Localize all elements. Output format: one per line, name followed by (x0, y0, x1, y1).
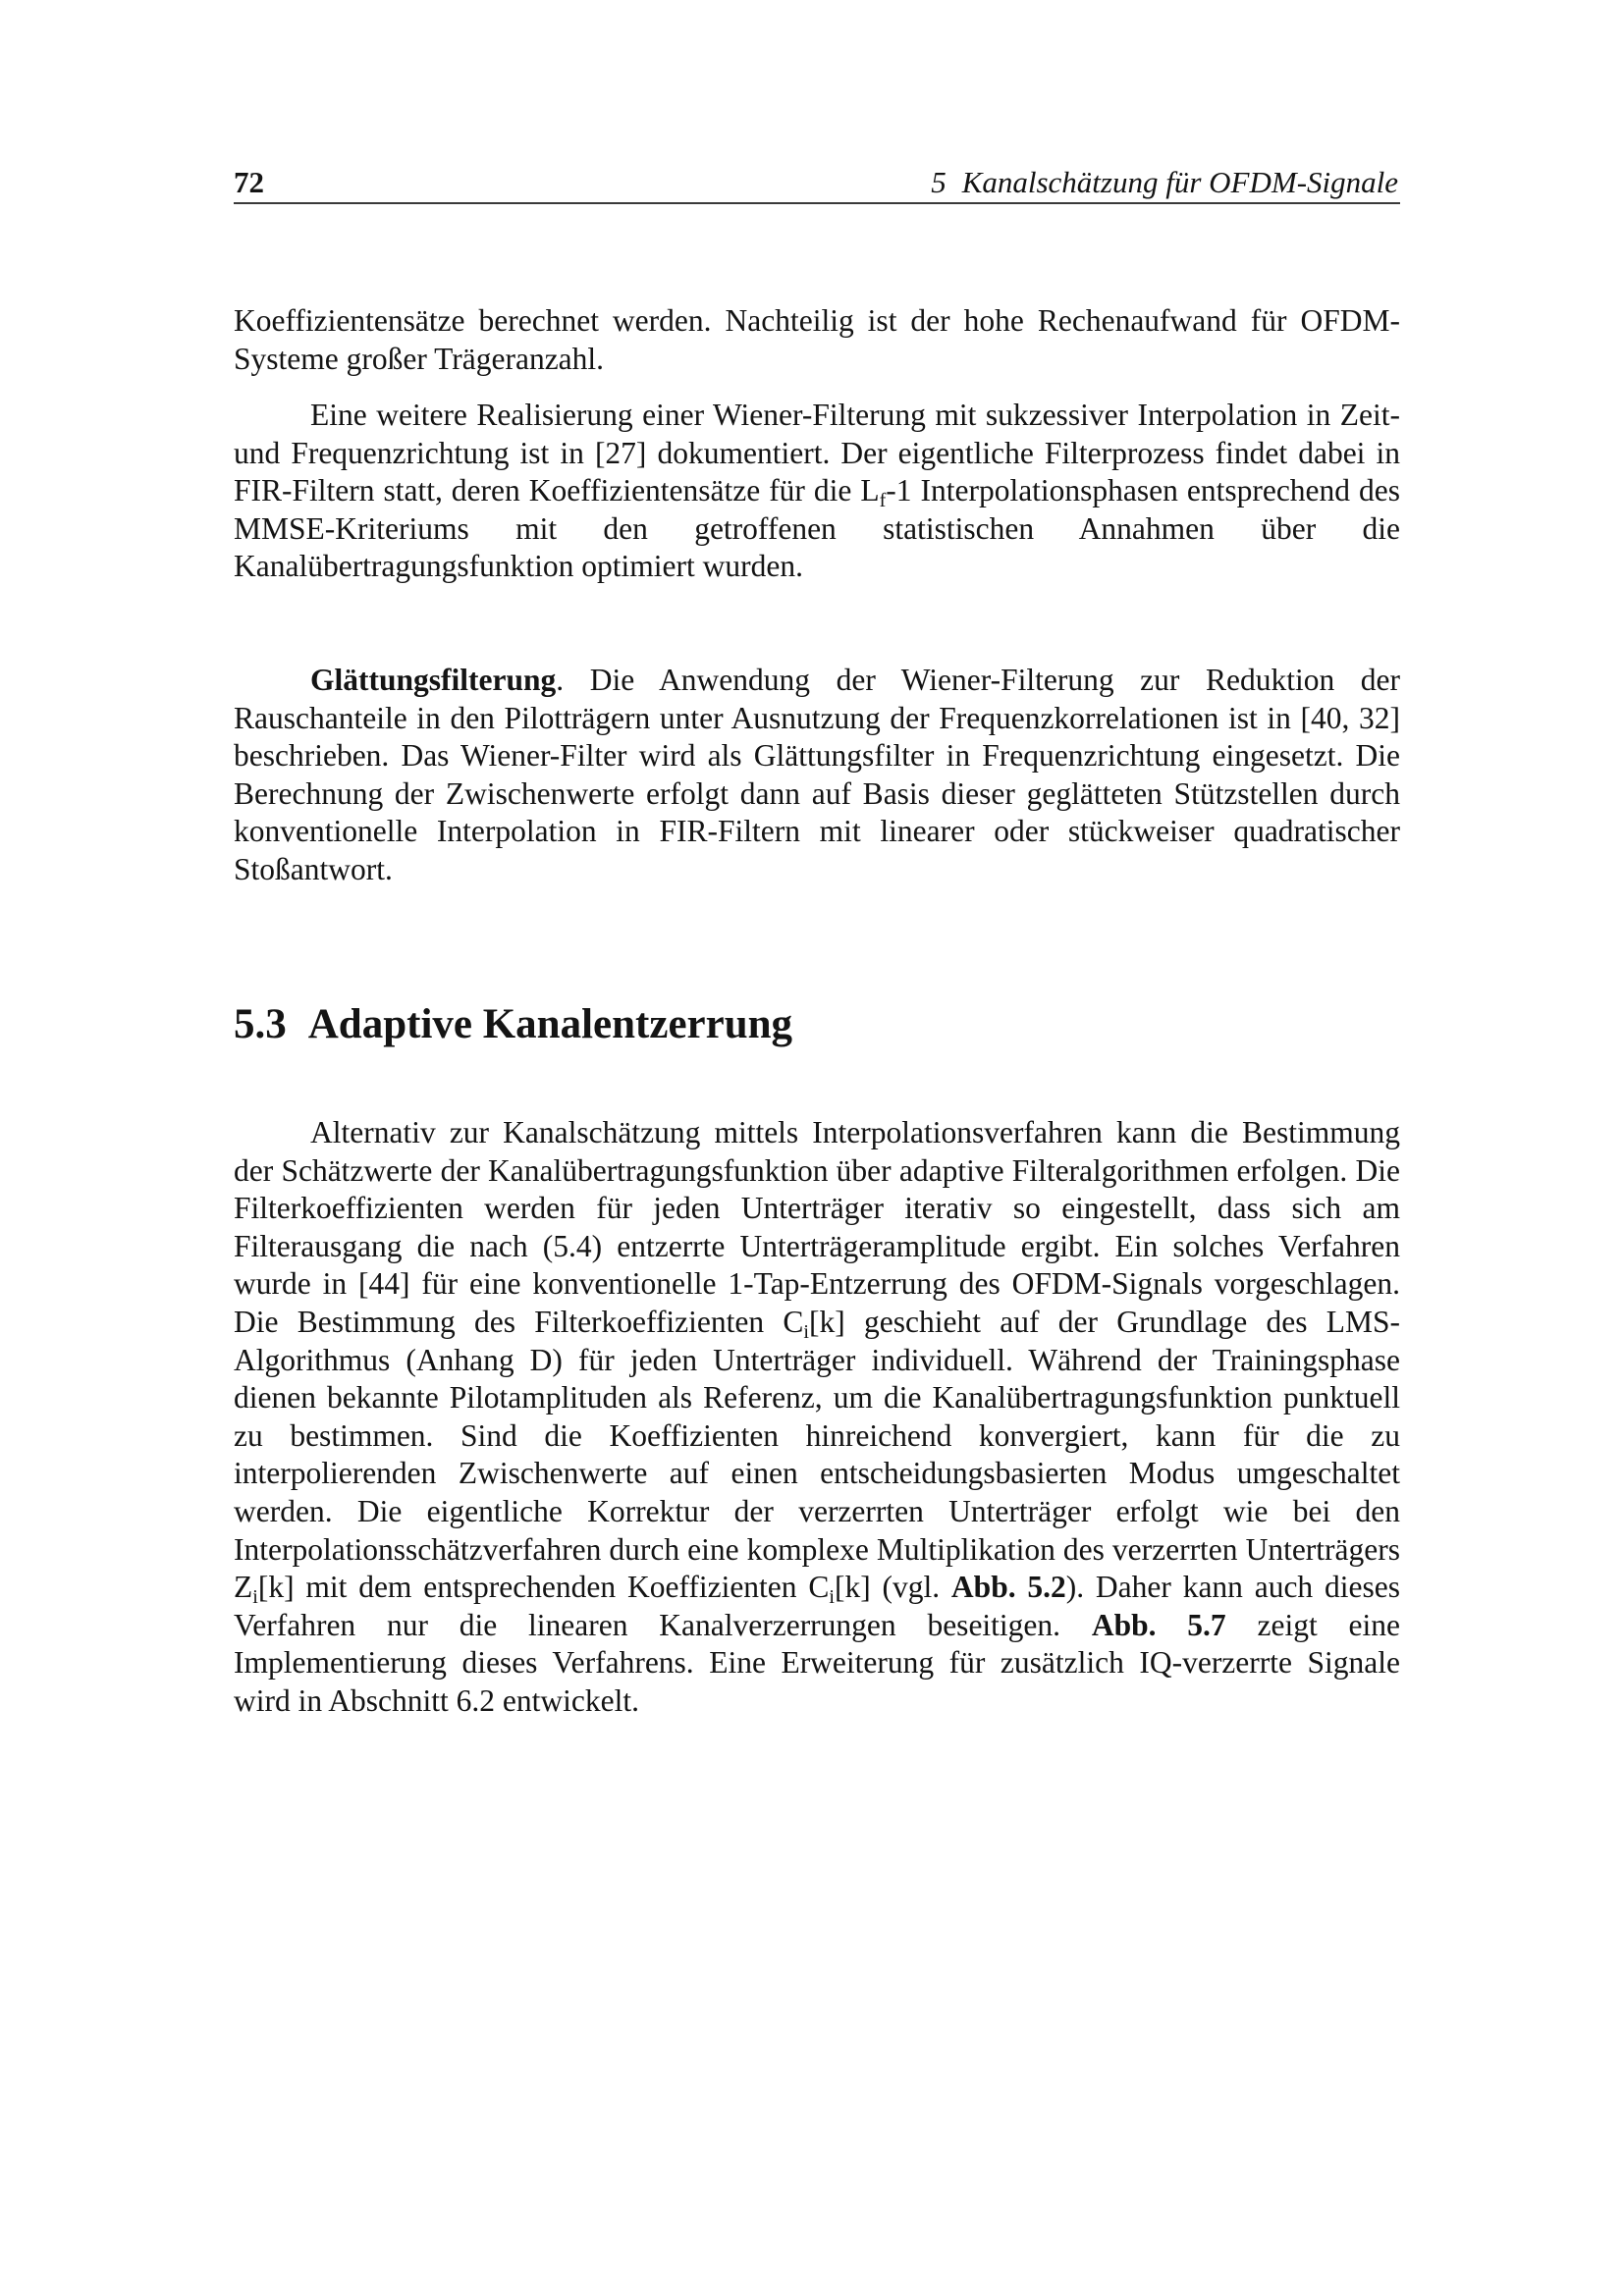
paragraph-smoothing-filter (234, 662, 1400, 889)
section-title: Adaptive Kanalentzerrung (307, 1001, 793, 1047)
paragraph-wiener-interpolation (234, 397, 1400, 586)
paragraph-text: Eine weitere Realisierung einer Wiener-Filterung mit sukzessiver Interpolation in Zeit- und Frequenzrichtung ist in [27] dokumentiert. Der eigentliche Filterprozess findet dabei in FIR-Filtern statt, deren Koeffizientensätze für die L (234, 398, 1400, 508)
chapter-number: 5 (931, 165, 947, 199)
page-number: 72 (234, 165, 264, 199)
subscript-i: i (803, 1321, 810, 1344)
paragraph-text: ). Daher kann auch dieses Verfahren nur die linearen Kanalverzerrungen beseitigen. (234, 1570, 1400, 1642)
subscript-f: f (879, 490, 887, 512)
paragraph-adaptive-equalization (234, 1114, 1400, 1721)
page-header (234, 163, 1400, 204)
paragraph-lead-term: Glättungsfilterung (310, 663, 557, 697)
paragraph-text: [k] (vgl. (834, 1570, 951, 1605)
paragraph-continuation (234, 302, 1400, 378)
paragraph-text: zeigt eine Implementierung dieses Verfahrens. Eine Erweiterung für zusätzlich IQ-verzerrte Signale wird in Abschnitt 6.2 entwickelt. (234, 1607, 1400, 1718)
paragraph-text: . Die Anwendung der Wiener-Filterung zur Reduktion der Rauschanteile in den Pilotträgern unter Ausnutzung der Frequenzkorrelationen ist in [40, 32] beschrieben. Das Wiener-Filter wird als Glättungsfilter in Frequenzrichtung eingesetzt. Die Berechnung der Zwischenwerte erfolgt dann auf Basis dieser geglätteten Stützstellen durch konventionelle Interpolation in FIR-Filtern mit linearer oder stückweiser quadratischer Stoßantwort. (234, 663, 1400, 886)
subscript-i: i (252, 1586, 258, 1609)
section-number: 5.3 (234, 1001, 287, 1047)
paragraph-text: [k] geschieht auf der Grundlage des LMS-Algorithmus (Anhang D) für jeden Unterträger individuell. Während der Trainingsphase dienen bekannte Pilotamplituden als Referenz, um die Kanalübertragungsfunktion punktuell zu bestimmen. Sind die Koeffizienten hinreichend konvergiert, kann für die zu interpolierenden Zwischenwerte auf einen entscheidungsbasierten Modus umgeschaltet werden. Die eigentliche Korrektur der verzerrten Unterträger erfolgt wie bei den Interpolationsschätzverfahren durch eine komplexe Multiplikation des verzerrten Unterträgers Z (234, 1304, 1400, 1605)
paragraph-text: Alternativ zur Kanalschätzung mittels Interpolationsverfahren kann die Bestimmung der Schätzwerte der Kanalübertragungsfunktion über adaptive Filteralgorithmen erfolgen. Die Filterkoeffizienten werden für jeden Unterträger iterativ so eingestellt, dass sich am Filterausgang die nach (5.4) entzerrte Unterträgeramplitude ergibt. Ein solches Verfahren wurde in [44] für eine konventionelle 1-Tap-Entzerrung des OFDM-Signals vorgeschlagen. Die Bestimmung des Filterkoeffizienten C (234, 1115, 1400, 1339)
paragraph-text: -1 Interpolationsphasen entsprechend des MMSE-Kriteriums mit den getroffenen statistischen Annahmen über die Kanalübertragungsfunktion optimiert wurden. (234, 473, 1400, 584)
running-title (931, 163, 1398, 202)
chapter-title: Kanalschätzung für OFDM-Signale (961, 165, 1398, 199)
paragraph-text: [k] mit dem entsprechenden Koeffizienten C (257, 1570, 830, 1605)
figure-reference: Abb. 5.7 (1091, 1607, 1226, 1642)
section-heading (234, 997, 792, 1052)
figure-reference: Abb. 5.2 (950, 1570, 1066, 1605)
paragraph-text: Koeffizientensätze berechnet werden. Nachteilig ist der hohe Rechenaufwand für OFDM-Systeme großer Trägeranzahl. (234, 303, 1400, 376)
subscript-i: i (829, 1586, 835, 1609)
